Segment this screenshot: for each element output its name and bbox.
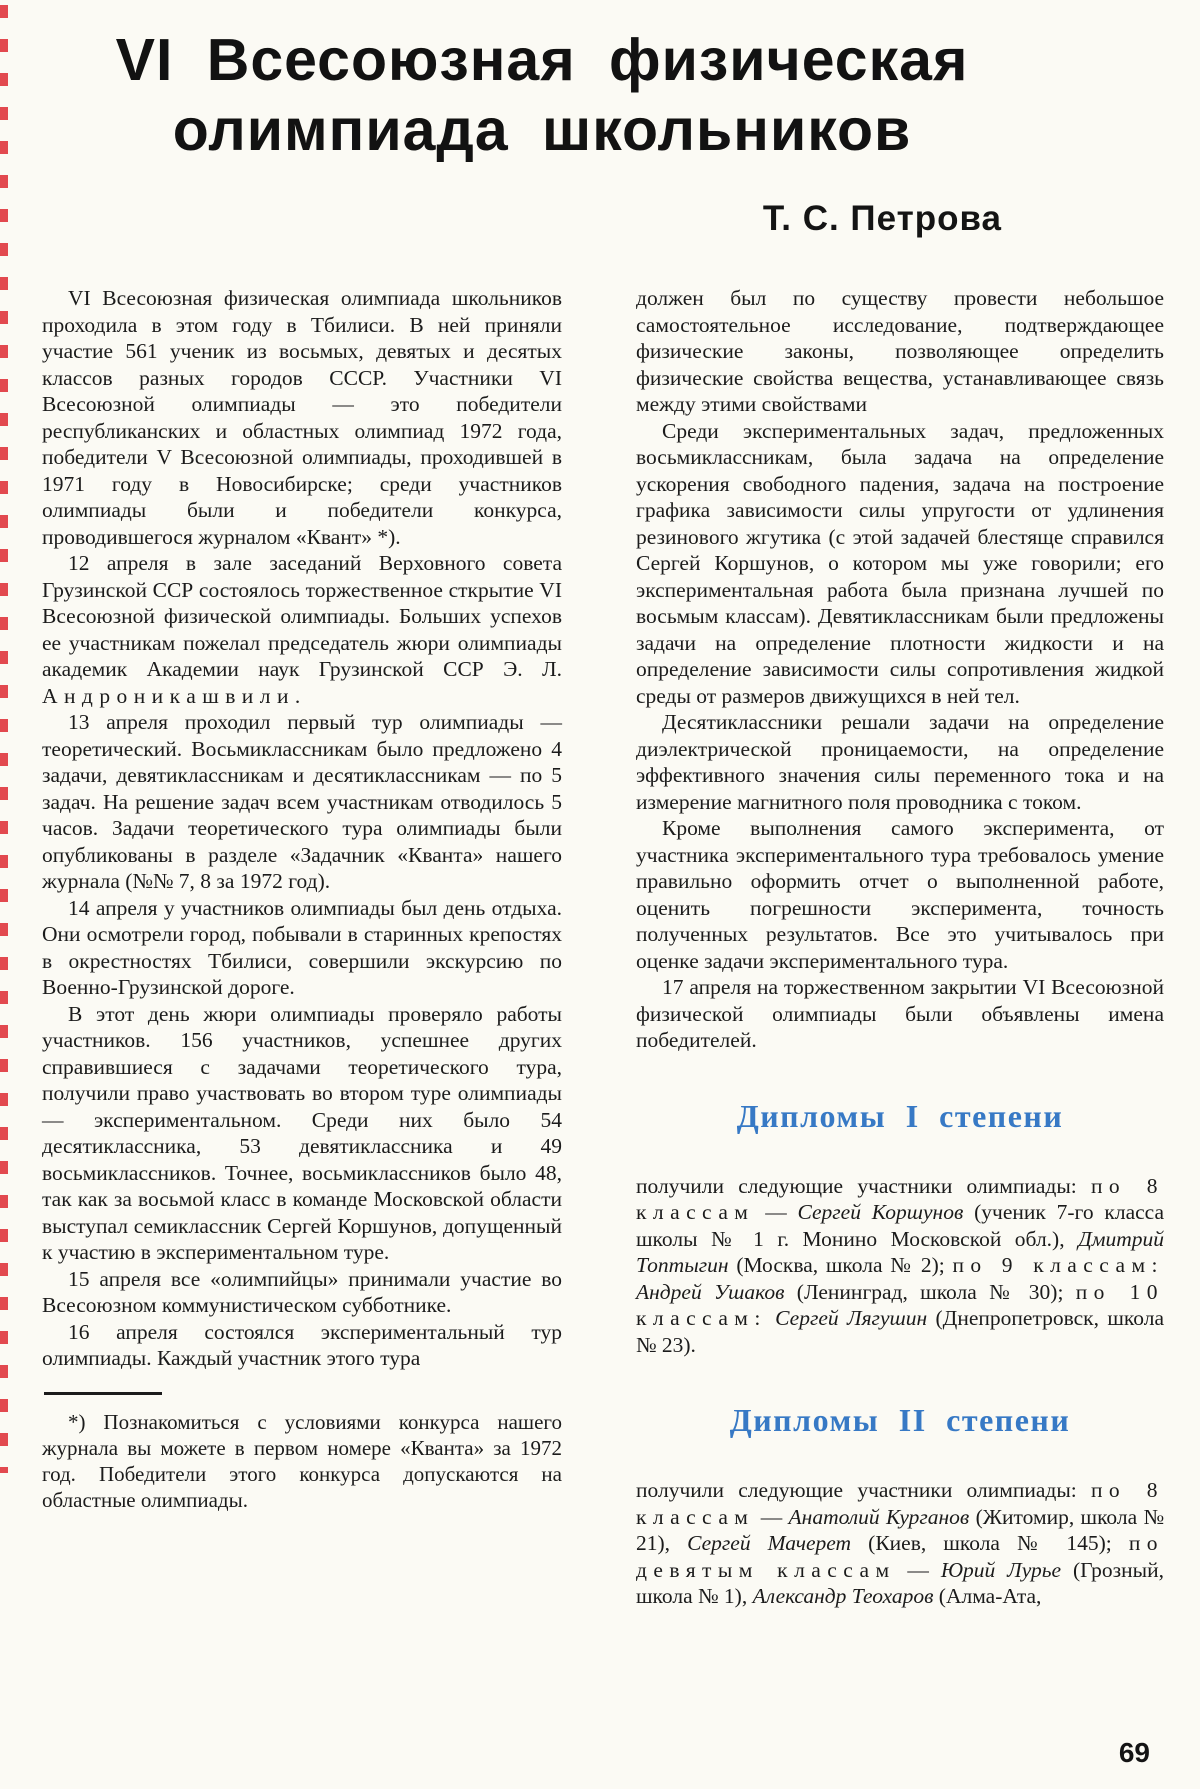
article-header <box>0 26 1200 239</box>
left-paragraph-2: 12 апреля в зале заседаний Верховного совета Грузинской ССР состоялось торжественное сткрытие VI Всесоюзной физической олимпиады. Больших успехов ее участникам пожелал председатель жюри олимпиады академик Академии наук Грузинской ССР Э. Л. Андроникашвили. <box>42 551 562 708</box>
left-paragraph-4: 14 апреля у участников олимпиады был день отдыха. Они осмотрели город, побывали в старинных крепостях в окрестностях Тбилиси, совершили экскурсию по Военно-Грузинской дороге. <box>42 895 562 1000</box>
title-line-1: VI Всесоюзная физическая <box>115 27 969 93</box>
right-paragraph-1: должен был по существу провести небольшое самостоятельное исследование, подтверждающее физические законы, позволяющее определить физические свойства вещества, устанавливающее связь между этими свойствами <box>636 286 1164 417</box>
left-edge-red-marks <box>0 5 8 1473</box>
footnote-text: *) Познакомиться с условиями конкурса нашего журнала вы можете в первом номере «Кванта» за 1972 год. Победители этого конкурса допускаются на областные олимпиады. <box>42 1409 562 1512</box>
article-body <box>0 239 1200 1610</box>
right-column <box>636 285 1164 1610</box>
left-paragraph-7: 16 апреля состоялся экспериментальный тур олимпиады. Каждый участник этого тура <box>42 1319 562 1371</box>
diplomas-2-heading: Дипломы II степени <box>729 1402 1071 1439</box>
right-paragraph-3: Десятиклассники решали задачи на определение диэлектрической проницаемости, на определение эффективного значения силы переменного тока и на измерение магнитного поля проводника с током. <box>636 710 1164 814</box>
right-paragraph-4: Кроме выполнения самого эксперимента, от участника экспериментального тура требовалось умение правильно оформить отчет о выполненной работе, оценить погрешности эксперимента, точность полученных результатов. Все это учитывалось при оценке задачи экспериментального тура. <box>636 816 1164 973</box>
left-paragraph-1: VI Всесоюзная физическая олимпиада школьников проходила в этом году в Тбилиси. В ней приняли участие 561 ученик из восьмых, девятых и десятых классов разных городов СССР. Участники VI Всесоюзной олимпиады — это победители республиканских и областных олимпиад 1972 года, победители V Всесоюзной олимпиады, проходившей в 1971 году в Новосибирске; среди участников олимпиады были и победители конкурса, проводившегося журналом «Квант» *). <box>42 286 562 549</box>
left-paragraph-5: В этот день жюри олимпиады проверяло работы участников. 156 участников, успешнее других справившиеся с задачами теоретического тура, получили право участвовать во втором туре олимпиады — экспериментальном. Среди них было 54 десятиклассника, 53 девятиклассника и 49 восьмиклассников. Точнее, восьмиклассников было 48, так как за восьмой класс в команде Московской области выступал семиклассник Сергей Коршунов, допущенный к участию в экспериментальном туре. <box>42 1001 562 1265</box>
article-title <box>0 26 1142 165</box>
page-number: 69 <box>1118 1737 1150 1768</box>
diplomas-2-text: получили следующие участники олимпиады: по 8 классам — Анатолий Курганов (Житомир, школа № 21), Сергей Мачерет (Киев, школа № 145); по девятым классам — Юрий Лурье (Грозный, школа № 1), Александр Теохаров (Алма-Ата, <box>636 1478 1165 1609</box>
footnote-rule <box>44 1392 162 1395</box>
author-byline: Т. С. Петрова <box>762 199 1002 239</box>
left-column <box>42 285 562 1513</box>
right-paragraph-2: Среди экспериментальных задач, предложенных восьмиклассникам, была задача на определение ускорения свободного падения, задача на построение графика зависимости силы упругости от удлинения резинового жгутика (с этой задачей блестяще справился Сергей Коршунов, о котором мы уже говорили; его экспериментальная работа была признана лучшей по восьмым классам). Девятиклассникам были предложены задачи на определение плотности жидкости и на определение зависимости силы сопротивления жидкой среды от размеров движущихся в ней тел. <box>636 418 1164 708</box>
right-paragraph-5: 17 апреля на торжественном закрытии VI Всесоюзной физической олимпиады были объявлены имена победителей. <box>636 975 1164 1053</box>
left-paragraph-6: 15 апреля все «олимпийцы» принимали участие во Всесоюзном коммунистическом субботнике. <box>42 1266 562 1318</box>
diplomas-1-heading: Дипломы I степени <box>736 1097 1064 1134</box>
diplomas-1-text: получили следующие участники олимпиады: по 8 классам — Сергей Коршунов (ученик 7-го класса школы № 1 г. Монино Московской обл.), Дмитрий Топтыгин (Москва, школа № 2); по 9 классам: Андрей Ушаков (Ленинград, школа № 30); по 10 классам: Сергей Лягушин (Днепропетровск, школа № 23). <box>636 1173 1165 1357</box>
title-line-2: олимпиада школьников <box>172 96 912 163</box>
left-paragraph-3: 13 апреля проходил первый тур олимпиады — теоретический. Восьмиклассникам было предложено 4 задачи, девятиклассникам и десятиклассникам — по 5 задач. На решение задач всем участникам отводилось 5 часов. Задачи теоретического тура олимпиады были опубликованы в разделе «Задачник «Кванта» нашего журнала (№№ 7, 8 за 1972 год). <box>42 710 562 894</box>
